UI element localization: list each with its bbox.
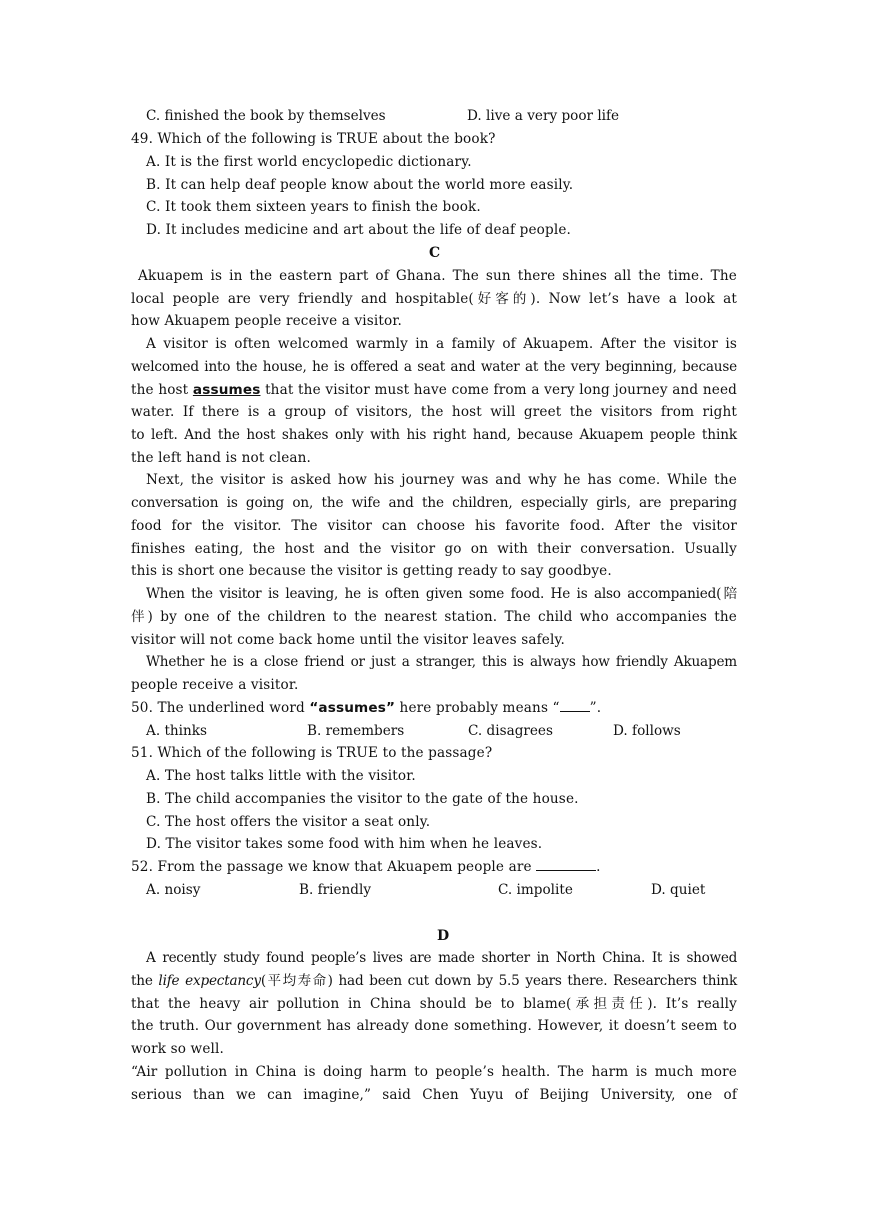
c-p1-line1: Akuapem is in the eastern part of Ghana. The sun there shines all the time. The [138,268,737,284]
q48-option-c: C. finished the book by themselves [146,108,386,124]
q50-quoted-word: “assumes” [309,700,396,716]
c-p3-line1: Next, the visitor is asked how his journey was and why he has come. While the [146,472,737,488]
c-p5-line1: Whether he is a close friend or just a stranger, this is always how friendly Akuapem [146,654,737,670]
c-p3-line2: conversation is going on, the wife and the children, especially girls, are preparing [131,495,737,511]
q51-option-c: C. The host offers the visitor a seat only. [146,814,431,830]
q49-option-c: C. It took them sixteen years to finish the book. [146,199,481,215]
d-p2-line1: “Air pollution in China is doing harm to people’s health. The harm is much more [131,1064,737,1080]
d-p1-line2: the life expectancy(平均寿命) had been cut down by 5.5 years there. Researchers think [131,973,737,989]
q49-option-a: A. It is the first world encyclopedic dictionary. [146,154,472,170]
c-p3-line4: finishes eating, the host and the visitor go on with their conversation. Usually [131,541,737,557]
q51-question: 51. Which of the following is TRUE to the passage? [131,745,493,761]
c-p4-line2: 伴) by one of the children to the nearest station. The child who accompanies the [131,609,737,625]
q49-option-d: D. It includes medicine and art about the life of deaf people. [146,222,571,238]
q49-option-b: B. It can help deaf people know about the world more easily. [146,177,574,193]
c-p3-line5: this is short one because the visitor is getting ready to say goodbye. [131,563,612,579]
c-p2-line6: the left hand is not clean. [131,450,312,466]
q50-answer-blank [560,698,590,712]
d-p1-line1: A recently study found people’s lives are made shorter in North China. It is showed [146,950,737,966]
c-p1-line2: local people are very friendly and hospitable(好客的). Now let’s have a look at [131,291,737,307]
q50-question: 50. The underlined word “assumes” here probably means “ ”. [131,700,602,716]
q52-option-a: A. noisy [146,882,201,898]
c-p4-line1: When the visitor is leaving, he is often given some food. He is also accompanied(陪 [146,586,737,602]
c-p2-line1: A visitor is often welcomed warmly in a family of Akuapem. After the visitor is [146,336,737,352]
d-p1-line4: the truth. Our government has already done something. However, it doesn’t seem to [131,1018,737,1034]
q52-option-d: D. quiet [651,882,706,898]
q49-question: 49. Which of the following is TRUE about the book? [131,131,496,147]
c-p2-line2: welcomed into the house, he is offered a seat and water at the very beginning, because [131,359,737,375]
d-p2-line2: serious than we can imagine,” said Chen Yuyu of Beijing University, one of [131,1087,737,1103]
q48-option-d: D. live a very poor life [467,108,620,124]
q51-option-a: A. The host talks little with the visitor. [146,768,416,784]
q50-option-b: B. remembers [307,723,405,739]
q52-answer-blank [536,857,596,871]
c-p2-line4: water. If there is a group of visitors, the host will greet the visitors from right [131,404,737,420]
d-p1-line3: that the heavy air pollution in China should be to blame(承担责任). It’s really [131,996,737,1012]
c-p3-line3: food for the visitor. The visitor can choose his favorite food. After the visitor [131,518,737,534]
q52-option-b: B. friendly [299,882,372,898]
q50-option-d: D. follows [613,723,681,739]
section-c-heading: C [429,245,441,261]
c-p1-line3: how Akuapem people receive a visitor. [131,313,403,329]
c-p2-line5: to left. And the host shakes only with his right hand, because Akuapem people think [131,427,737,443]
section-d-heading: D [437,928,450,944]
c-p2-line3: the host assumes that the visitor must have come from a very long journey and need [131,382,738,398]
c-p4-line3: visitor will not come back home until the visitor leaves safely. [131,632,565,648]
underlined-word-assumes: assumes [192,382,261,398]
c-p5-line2: people receive a visitor. [131,677,299,693]
q51-option-b: B. The child accompanies the visitor to the gate of the house. [146,791,579,807]
q50-option-a: A. thinks [146,723,207,739]
d-p1-line5: work so well. [131,1041,225,1057]
q52-question: 52. From the passage we know that Akuapem people are . [131,859,601,875]
q50-option-c: C. disagrees [468,723,553,739]
q52-option-c: C. impolite [498,882,573,898]
q51-option-d: D. The visitor takes some food with him when he leaves. [146,836,543,852]
